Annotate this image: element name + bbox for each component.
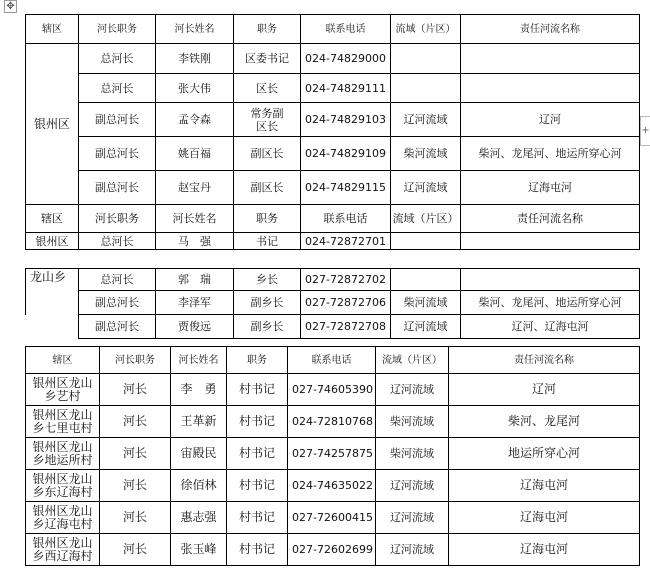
rivers: 柴河、龙尾河 <box>449 406 640 438</box>
river-chief-table-village <box>25 346 640 566</box>
phone: 027-74257875 <box>288 438 376 470</box>
district-line: 乡西辽海村 <box>32 548 93 563</box>
phone: 027-72872706 <box>301 291 391 315</box>
chief-name: 惠志强 <box>171 502 227 534</box>
village-district-cell <box>26 374 100 406</box>
header-rivers: 责任河流名称 <box>461 205 640 233</box>
rivers: 辽海屯河 <box>449 534 640 566</box>
chief-role: 副总河长 <box>79 171 156 205</box>
basin: 柴河流域 <box>391 137 461 171</box>
chief-name: 李 勇 <box>171 374 227 406</box>
header-chief-role: 河长职务 <box>79 15 156 44</box>
phone: 027-72600415 <box>288 502 376 534</box>
header-phone: 联系电话 <box>301 15 391 44</box>
chief-name: 孟令森 <box>156 103 234 137</box>
header-chief-role: 河长职务 <box>79 205 156 233</box>
table-header-row <box>26 347 640 374</box>
rivers <box>461 233 640 250</box>
table-row <box>26 502 640 534</box>
table-row <box>26 269 640 291</box>
basin: 辽河流域 <box>376 502 449 534</box>
position <box>234 103 301 137</box>
position: 村书记 <box>227 534 288 566</box>
rivers: 辽河、辽海屯河 <box>461 315 640 339</box>
basin: 辽河流域 <box>391 315 461 339</box>
header-basin: 流域（片区） <box>391 15 461 44</box>
district-line: 乡辽海屯村 <box>32 516 93 531</box>
table-row <box>26 470 640 502</box>
rivers <box>461 74 640 103</box>
header-basin: 流域（片区） <box>391 205 461 233</box>
district-line: 银州区龙山 <box>32 407 93 422</box>
chief-name: 李泽军 <box>156 291 234 315</box>
chief-role: 副总河长 <box>79 137 156 171</box>
basin <box>391 44 461 74</box>
chief-role: 副总河长 <box>79 315 156 339</box>
phone: 024-72872701 <box>301 233 391 250</box>
chief-name: 姚百福 <box>156 137 234 171</box>
table-header-row <box>26 205 640 233</box>
phone: 024-74635022 <box>288 470 376 502</box>
position: 村书记 <box>227 470 288 502</box>
rivers: 辽海屯河 <box>449 470 640 502</box>
rivers <box>461 44 640 74</box>
position: 乡长 <box>234 269 301 291</box>
district-line: 银州区龙山 <box>32 503 93 518</box>
chief-role: 河长 <box>100 534 171 566</box>
chief-role: 总河长 <box>79 74 156 103</box>
district-line: 乡七里屯村 <box>32 420 93 435</box>
district-line: 乡东辽海村 <box>32 484 93 499</box>
basin <box>391 74 461 103</box>
phone: 027-72602699 <box>288 534 376 566</box>
header-district: 辖区 <box>26 15 79 44</box>
table-row <box>26 315 640 339</box>
district-cell-empty <box>26 291 79 315</box>
phone: 024-74829111 <box>301 74 391 103</box>
chief-role: 河长 <box>100 470 171 502</box>
district-line: 银州区龙山 <box>32 375 93 390</box>
village-district-cell <box>26 534 100 566</box>
rivers: 辽海屯河 <box>449 502 640 534</box>
basin: 辽河流域 <box>391 171 461 205</box>
header-chief-role: 河长职务 <box>100 347 171 374</box>
table-row <box>26 291 640 315</box>
basin <box>391 233 461 250</box>
basin: 柴河流域 <box>376 438 449 470</box>
basin: 柴河流域 <box>376 406 449 438</box>
district-cell: 银州区 <box>26 44 79 205</box>
chief-name: 徐佰林 <box>171 470 227 502</box>
position: 区长 <box>234 74 301 103</box>
chief-role: 河长 <box>100 374 171 406</box>
phone: 027-74605390 <box>288 374 376 406</box>
village-district-cell <box>26 438 100 470</box>
position: 副区长 <box>234 137 301 171</box>
chief-name: 张玉峰 <box>171 534 227 566</box>
basin <box>391 269 461 291</box>
phone: 024-74829115 <box>301 171 391 205</box>
header-phone: 联系电话 <box>301 205 391 233</box>
header-phone: 联系电话 <box>288 347 376 374</box>
header-position: 职务 <box>234 15 301 44</box>
village-district-cell <box>26 470 100 502</box>
phone: 024-74829109 <box>301 137 391 171</box>
header-rivers: 责任河流名称 <box>449 347 640 374</box>
table-row <box>26 171 640 205</box>
district-line: 乡艺村 <box>44 388 81 403</box>
table-header-row <box>26 15 640 44</box>
district-line: 银州区龙山 <box>32 471 93 486</box>
district-line: 银州区龙山 <box>32 535 93 550</box>
chief-role: 总河长 <box>79 44 156 74</box>
position: 村书记 <box>227 438 288 470</box>
district-line: 银州区龙山 <box>32 439 93 454</box>
table-row <box>26 406 640 438</box>
river-chief-table-district <box>25 14 640 250</box>
district-cell: 银州区 <box>26 233 79 250</box>
table-row <box>26 233 640 250</box>
add-column-plus-icon[interactable]: + <box>640 116 650 146</box>
position: 副区长 <box>234 171 301 205</box>
table-row <box>26 44 640 74</box>
phone: 024-72810768 <box>288 406 376 438</box>
chief-role: 总河长 <box>79 269 156 291</box>
table-row <box>26 137 640 171</box>
rivers: 柴河、龙尾河、地运所穿心河 <box>461 137 640 171</box>
basin: 柴河流域 <box>391 291 461 315</box>
district-cell: 龙山乡 <box>26 269 79 291</box>
phone: 024-74829000 <box>301 44 391 74</box>
table-row <box>26 374 640 406</box>
phone: 024-74829103 <box>301 103 391 137</box>
river-chief-table-township <box>25 268 640 339</box>
basin: 辽河流域 <box>391 103 461 137</box>
header-position: 职务 <box>234 205 301 233</box>
chief-role: 河长 <box>100 438 171 470</box>
table-row <box>26 438 640 470</box>
chief-name: 赵宝丹 <box>156 171 234 205</box>
chief-name: 李铁刚 <box>156 44 234 74</box>
village-district-cell <box>26 406 100 438</box>
district-cell-empty <box>26 315 79 339</box>
chief-name: 贾俊远 <box>156 315 234 339</box>
header-basin: 流域（片区） <box>376 347 449 374</box>
chief-role: 总河长 <box>79 233 156 250</box>
rivers: 地运所穿心河 <box>449 438 640 470</box>
chief-name: 郭 瑞 <box>156 269 234 291</box>
position: 村书记 <box>227 374 288 406</box>
rivers: 辽河 <box>461 103 640 137</box>
position: 村书记 <box>227 406 288 438</box>
position: 书记 <box>234 233 301 250</box>
header-district: 辖区 <box>26 347 100 374</box>
chief-name: 张大伟 <box>156 74 234 103</box>
position: 副乡长 <box>234 315 301 339</box>
phone: 027-72872708 <box>301 315 391 339</box>
chief-role: 河长 <box>100 502 171 534</box>
rivers: 辽河 <box>449 374 640 406</box>
header-rivers: 责任河流名称 <box>461 15 640 44</box>
table-row <box>26 534 640 566</box>
basin: 辽河流域 <box>376 374 449 406</box>
district-line: 乡地运所村 <box>32 452 93 467</box>
table-move-handle-icon[interactable]: ✥ <box>4 0 17 13</box>
chief-role: 副总河长 <box>79 103 156 137</box>
position-line: 区长 <box>256 119 278 133</box>
header-chief-name: 河长姓名 <box>156 205 234 233</box>
chief-role: 副总河长 <box>79 291 156 315</box>
header-chief-name: 河长姓名 <box>156 15 234 44</box>
village-district-cell <box>26 502 100 534</box>
table-row <box>26 103 640 137</box>
header-position: 职务 <box>227 347 288 374</box>
rivers: 柴河、龙尾河、地运所穿心河 <box>461 291 640 315</box>
phone: 027-72872702 <box>301 269 391 291</box>
header-chief-name: 河长姓名 <box>171 347 227 374</box>
chief-name: 宙殿民 <box>171 438 227 470</box>
basin: 辽河流域 <box>376 534 449 566</box>
chief-name: 马 强 <box>156 233 234 250</box>
rivers: 辽海屯河 <box>461 171 640 205</box>
header-district: 辖区 <box>26 205 79 233</box>
basin: 辽河流域 <box>376 470 449 502</box>
position: 村书记 <box>227 502 288 534</box>
position-line: 常务副 <box>250 106 284 120</box>
position: 区委书记 <box>234 44 301 74</box>
chief-name: 王革新 <box>171 406 227 438</box>
table-row <box>26 74 640 103</box>
position: 副乡长 <box>234 291 301 315</box>
chief-role: 河长 <box>100 406 171 438</box>
rivers <box>461 269 640 291</box>
